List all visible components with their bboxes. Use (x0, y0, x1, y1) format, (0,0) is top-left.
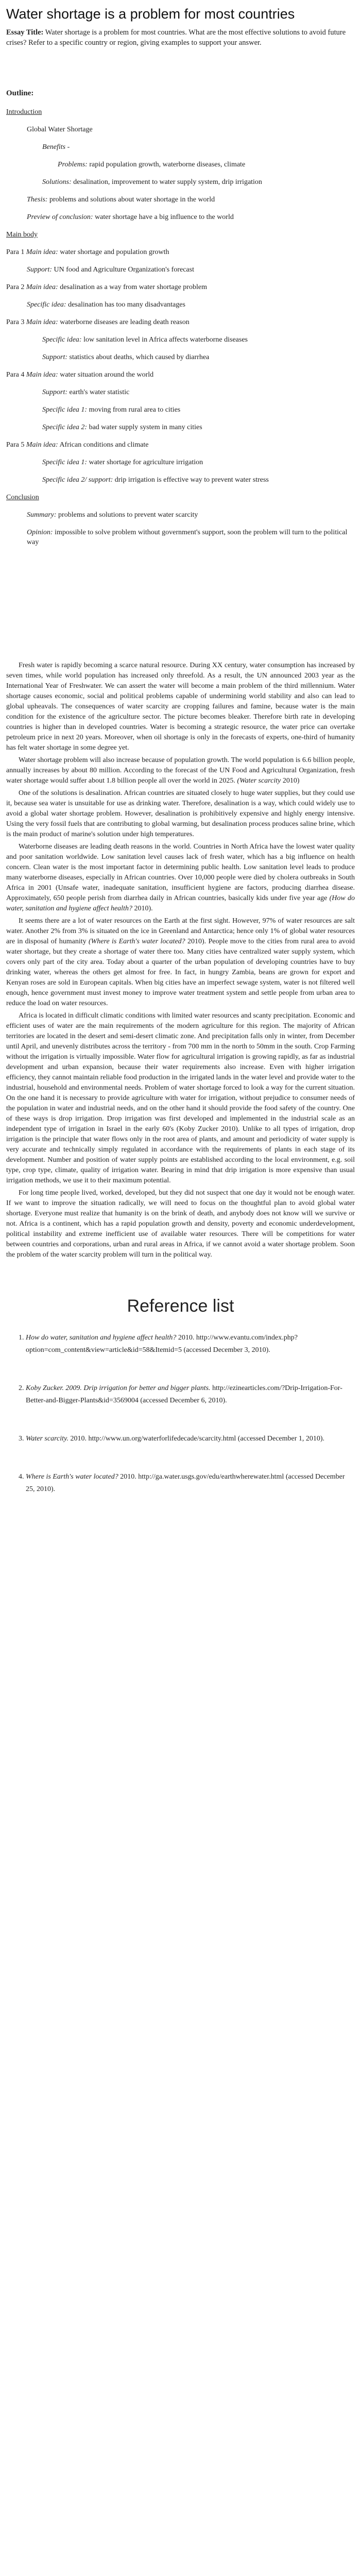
outline-tag: Support: (27, 266, 52, 274)
paragraph-text: Fresh water is rapidly becoming a scarce natural resource. During XX century, water consumption has increased by seven times, while world population has increased only threefold. As a result, the UN announced 2003 year as the International Year of Freshwater. We can assert the water will become a main problem of the third millennium. Water shortage causes economic, social and political problems capable of undermining world stability and also can lead to global upheavals. The consequences of water scarcity are cropping failures and famine, because water is the main condition for the existence of the agriculture sector. The picture becomes bleaker. Therefore birth rate in developing countries is higher than in developed countries. Water is becoming a strategic resource, the water price can overtake petroleum price in next 20 years. Moreover, when oil shortage is only in the forecasts of experts, one-third of humanity has felt water shortage in some degree yet. (6, 662, 355, 752)
outline-line (6, 142, 355, 152)
paragraph-text-tail: 2010) (281, 777, 300, 785)
outline-text: water shortage for agriculture irrigation (87, 459, 203, 466)
body-paragraph (6, 1011, 355, 1186)
outline-line (6, 282, 355, 292)
outline-line (6, 300, 355, 310)
body-paragraph (6, 660, 355, 753)
outline-line (6, 247, 355, 257)
outline-tag: Main idea: (26, 371, 58, 379)
outline-text: water shortage have a big influence to the world (93, 213, 234, 221)
outline-line (6, 335, 355, 345)
outline-line (6, 440, 355, 450)
outline-tag: Specific idea 2/ support: (42, 476, 113, 484)
outline-line (6, 528, 355, 547)
outline-text: drip irrigation is effective way to prevent water stress (113, 476, 269, 484)
outline-tag: Support: (42, 353, 67, 361)
reference-title: Koby Zucker. 2009. Drip irrigation for better and bigger plants. (26, 1384, 211, 1392)
paragraph-text-tail: 2010). (132, 905, 153, 912)
reference-details: 2010. http://www.evantu.com/index.php?option=com_content&view=article&id=58&Itemid=5 (accessed December 3, 2010). (26, 1334, 298, 1354)
outline-text: UN food and Agriculture Organization's forecast (52, 266, 194, 274)
paragraph-text: Waterborne diseases are leading death reasons in the world. Countries in North Africa have the lowest water quality and poor sanitation worldwide. Low sanitation level causes lack of fresh water, which has a big influence on health concern. Clean water is the most important factor in determining public health. Low sanitation level leads to produce many waterborne diseases, especially in African countries. Over 10,000 people were died by cholera outbreaks in South Africa in 2001 (Unsafe water, inadequate sanitation, insufficient hygiene are factors, producing diarrhea disease. Approximately, 650 people perish from diarrhea daily in African countries, basically kids under five year age (6, 843, 355, 902)
outline-text: impossible to solve problem without government's support, soon the problem will turn to the political way (27, 529, 348, 546)
outline-tag: Specific idea 1: (42, 459, 88, 466)
outline-text: Global Water Shortage (27, 126, 93, 133)
outline-line (6, 493, 355, 502)
reference-item (26, 1471, 355, 1496)
outline-prefix: Para 4 (6, 371, 26, 379)
outline-line (6, 107, 355, 117)
outline-tag: Specific idea: (27, 301, 66, 309)
in-text-citation: (Water scarcity (237, 777, 281, 785)
outline-tag: Benefits (42, 143, 66, 151)
body-paragraph (6, 842, 355, 914)
outline-text: bad water supply system in many cities (87, 423, 202, 431)
outline-text: water shortage and population growth (58, 248, 169, 256)
reference-title: Water scarcity. (26, 1435, 68, 1443)
outline-text: African conditions and climate (58, 441, 149, 449)
reference-list (6, 1332, 355, 1496)
outline-text: water situation around the world (58, 371, 154, 379)
body-paragraph (6, 916, 355, 1009)
paragraph-text: It seems there are a lot of water resources on the Earth at the first sight. However, 97% of water resources are salt water. Another 2% from 3% is situated on the ice in Greenland and Antarctica; hence only 1% of global water resources are in disposal of humanity (6, 917, 355, 945)
outline-line (6, 405, 355, 415)
outline-prefix: Para 3 (6, 318, 26, 326)
outline-prefix: Para 5 (6, 441, 26, 449)
reference-details: 2010. http://www.un.org/waterforlifedecade/scarcity.html (accessed December 1, 2010). (68, 1435, 325, 1443)
outline-line (6, 230, 355, 240)
outline-text: problems and solutions about water shortage in the world (47, 196, 215, 204)
outline-prefix: Para 2 (6, 283, 26, 291)
in-text-citation: (How do water, sanitation and hygiene affect health? (6, 894, 355, 912)
paragraph-text: For long time people lived, worked, developed, but they did not suspect that one day it would not be enough water. If we want to improve the situation radically, we will need to focus on the thoughtful plan to avoid global water shortage. Everyone must realize that humanity is on the brink of death, and anybody does not know will we survive or not. Africa is a continent, which has a rapid population growth and density, poverty and economic underdevelopment, political instability and extreme inefficient use of available water resources. There will be competitions for water between countries and corporations, urban and rural areas in Africa, if we cannot avoid a water shortage problem. Soon the problem of the water scarcity problem will turn in the political way. (6, 1189, 355, 1259)
outline-text: desalination, improvement to water supply system, drip irrigation (71, 178, 262, 186)
outline-tag: Specific idea 1: (42, 406, 88, 414)
reference-details: 2010. http://ga.water.usgs.gov/edu/earthwherewater.html (accessed December 25, 2010). (26, 1473, 345, 1493)
outline-text: rapid population growth, waterborne diseases, climate (87, 161, 246, 168)
body-paragraph (6, 1188, 355, 1260)
outline-text: statistics about deaths, which caused by diarrhea (67, 353, 210, 361)
outline-tag: Main idea: (26, 318, 58, 326)
in-text-citation: (Where is Earth's water located? (88, 938, 185, 945)
body-paragraph (6, 788, 355, 840)
paragraph-text: Water shortage problem will also increase because of population growth. The world population is 6.6 billion people, annually increases by about 80 million. According to the forecast of the UN Food and Agricultural Organization, fresh water shortage would suffer about 1.8 billion people all over the world in 2025. (6, 756, 355, 785)
essay-title-text: Water shortage is a problem for most countries. What are the most effective solutions to avoid future crises? Refer to a specific country or region, giving examples to support your answer. (6, 28, 346, 47)
essay-title-label: Essay Title: (6, 28, 44, 37)
outline-line (6, 195, 355, 205)
reference-title: Where is Earth's water located? (26, 1473, 118, 1481)
paragraph-text: One of the solutions is desalination. African countries are situated closely to huge water supplies, but they could use it, because sea water is unsuitable for use as drinking water. Therefore, desalination is a way, which could widely use to avoid a global water shortage problem. However, desalination is prohibitively expensive and highly energy intensive. Using the very fossil fuels that are contributing to global warming, but desalination process produces saline brine, which is the main product of marine's solution under high temperatures. (6, 789, 355, 838)
outline-line (6, 265, 355, 275)
outline-tag: Main idea: (26, 283, 58, 291)
outline-line (6, 160, 355, 170)
reference-details: http://ezinearticles.com/?Drip-Irrigation-For-Better-and-Bigger-Plants&id=3569004 (accessed December 6, 2010). (26, 1384, 342, 1404)
outline-tag: Support: (42, 388, 67, 396)
outline-text: Conclusion (6, 494, 39, 501)
outline-text: desalination has too many disadvantages (66, 301, 185, 309)
reference-list-title: Reference list (127, 1296, 234, 1316)
outline-tag: Preview of conclusion: (27, 213, 93, 221)
outline-tag: Specific idea: (42, 336, 82, 344)
reference-item (26, 1332, 355, 1357)
outline (6, 107, 355, 547)
outline-tag: Problems: (58, 161, 88, 168)
outline-line (6, 475, 355, 485)
outline-tag: Main idea: (26, 441, 58, 449)
outline-line (6, 212, 355, 222)
outline-tag: Thesis: (27, 196, 48, 204)
outline-tag: Solutions: (42, 178, 72, 186)
outline-text: desalination as a way from water shortage problem (58, 283, 207, 291)
essay-title (6, 27, 355, 48)
paragraph-text: Africa is located in difficult climatic conditions with limited water resources and scanty precipitation. Economic and efficient uses of water are the main requirements of the modern agriculture for this region. The majority of African territories are located in the desert and semi-desert climatic zone. And precipitation falls only in winter, from December until April, and unevenly distributes across the territory - from 700 mm in the north to 50mm in the south. Crop Farming without the irrigation is virtually impossible. Water flow for agricultural irrigation is growing rapidly, as far as industrial development and urban expansion, because their water requirements also increase. Even with higher irrigation efficiency, they cannot maintain reliable food production in the irrigated lands in the water level and provide water to the industrial, household and environmental needs. Problem of water shortage forced to look a way for the current situation. On the one hand it is necessary to provide agriculture with water for irrigation, without prejudice to consumer needs of the population in water and industrial needs, and on the other hand it should provide the food safety of the country. One of these ways is drop irrigation. Drop irrigation was first developed and implemented in the industrial scale as an independent type of irrigation in Israel in the early 60's (Koby Zucker 2010). Unlike to all types of irrigation, drop irrigation is the principle that water flows only in the root area of plants, and amount and periodicity of water supply is very accurate and technically simply regulated in accordance with the requirements of plants in each stage of its development. Number and position of water supply points are established according to the local environment, e.g. soil type, crop type, climate, quality of irrigation water. Bearing in mind that drip irrigation is more expensive than usual irrigation methods, we use it to their maximum potential. (6, 1012, 355, 1184)
outline-tag: Specific idea 2: (42, 423, 88, 431)
outline-heading: Outline: (6, 89, 34, 97)
outline-text: earth's water statistic (67, 388, 130, 396)
reference-item (26, 1382, 355, 1407)
outline-text: Introduction (6, 108, 42, 116)
outline-text: problems and solutions to prevent water scarcity (56, 511, 198, 519)
outline-line (6, 510, 355, 520)
reference-title: How do water, sanitation and hygiene affect health? (26, 1334, 177, 1342)
outline-line (6, 352, 355, 362)
outline-tag: Summary: (27, 511, 57, 519)
reference-item (26, 1433, 355, 1445)
outline-text: moving from rural area to cities (87, 406, 181, 414)
outline-text: Main body (6, 231, 38, 239)
body-paragraph (6, 755, 355, 786)
essay-body (6, 660, 355, 1260)
outline-line (6, 317, 355, 327)
outline-tag: Opinion: (27, 529, 53, 536)
outline-line (6, 387, 355, 397)
outline-line (6, 177, 355, 187)
outline-text: low sanitation level in Africa affects waterborne diseases (81, 336, 248, 344)
paragraph-text-tail: 2010). People move to the cities from rural area to avoid water shortage, but they create a shortage of water there too. Many cities have centralized water supply system, which covers only part of the city area. Today about a quarter of the urban population of developing countries have to buy drinking water, whereas the others get almost for free. In fact, in hungry Zambia, beans are grown for export and Kenyan roses are sold in European capitals. When big cities have an imperfect sewage system, water is not filtered well enough, hence government must invest money to improve water treatment system and settle people from urban area to reduce the load on water resources. (6, 938, 355, 1007)
outline-prefix: Para 1 (6, 248, 26, 256)
outline-line (6, 457, 355, 467)
outline-line (6, 422, 355, 432)
outline-line (6, 125, 355, 134)
outline-line (6, 370, 355, 380)
outline-text: waterborne diseases are leading death reason (58, 318, 190, 326)
outline-text: - (65, 143, 70, 151)
page-title: Water shortage is a problem for most countries (6, 6, 295, 22)
outline-tag: Main idea: (26, 248, 58, 256)
